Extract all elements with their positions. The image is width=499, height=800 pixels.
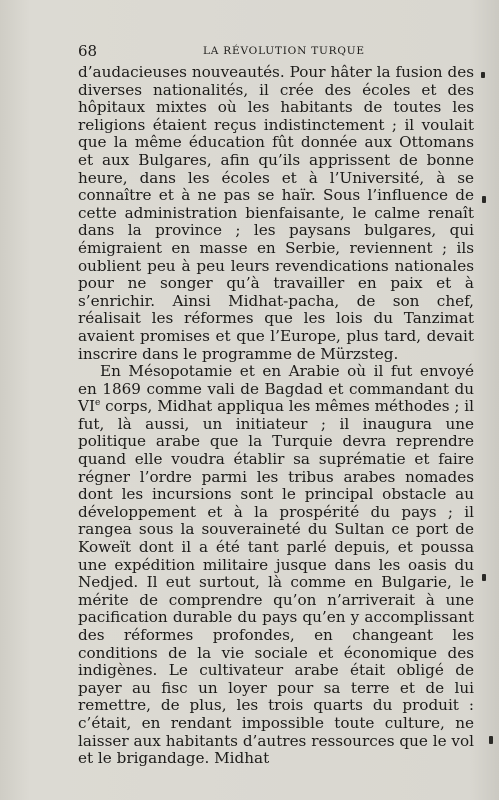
paragraph-1: d’audacieuses nouveautés. Pour hâter la fusion des diverses nationalités, il crée des écoles et des hôpitaux mixtes où les habitants de toutes les religions étaient reçus indistinctement ; il voulait que la même éducation fût donnée aux Ottomans et aux Bulgares, afin qu’ils apprissent de bonne heure, dans les écoles et à l’Université, à se connaître et à ne pas se haïr. Sous l’influence de cette administration bienfaisante, le calme renaît dans la province ; les paysans bulgares, qui émigraient en masse en Serbie, reviennent ; ils oublient peu à peu leurs revendications nationales pour ne songer qu’à travailler en paix et à s’enrichir. Ainsi Midhat-pacha, de son chef, réalisait les réformes que les lois du Tanzimat avaient promises et que l’Europe, plus tard, devait inscrire dans le programme de Mürzsteg. <box>78 63 474 363</box>
running-head: LA RÉVOLUTION TURQUE <box>203 45 365 57</box>
margin-mark-top <box>481 72 485 78</box>
paragraph-2 <box>78 363 474 768</box>
page-number: 68 <box>78 42 98 60</box>
paragraph-2-start: En Mésopotamie et en Arabie où il fut envoyé en 1869 comme vali de Bagdad et commandant du VI <box>78 362 474 416</box>
margin-mark-lower <box>482 574 486 581</box>
paragraph-2-rest: corps, Midhat appliqua les mêmes méthodes ; il fut, là aussi, un initiateur ; il inaugura une politique arabe que la Turquie devra reprendre quand elle voudra établir sa suprématie et faire régner l’ordre parmi les tribus arabes nomades dont les incursions sont le principal obstacle au développement et à la prospérité du pays ; il rangea sous la souveraineté du Sultan ce port de Koweït dont il a été tant parlé depuis, et poussa une expédition militaire jusque dans les oasis du Nedjed. Il eut surtout, là comme en Bulgarie, le mérite de comprendre qu’on n’arriverait à une pacification durable du pays qu’en y accomplissant des réformes profondes, en changeant les conditions de la vie sociale et économique des indigènes. Le cultivateur arabe était obligé de payer au fisc un loyer pour sa terre et de lui remettre, de plus, les trois quarts du produit : c’était, en rendant impossible toute culture, ne laisser aux habitants d’autres ressources que le vol et le brigandage. Midhat <box>78 397 474 768</box>
body-text <box>78 64 474 768</box>
margin-mark-bottom <box>489 736 493 744</box>
margin-mark-middle <box>482 196 486 203</box>
page-header <box>78 42 473 60</box>
superscript-e: e <box>94 398 101 409</box>
